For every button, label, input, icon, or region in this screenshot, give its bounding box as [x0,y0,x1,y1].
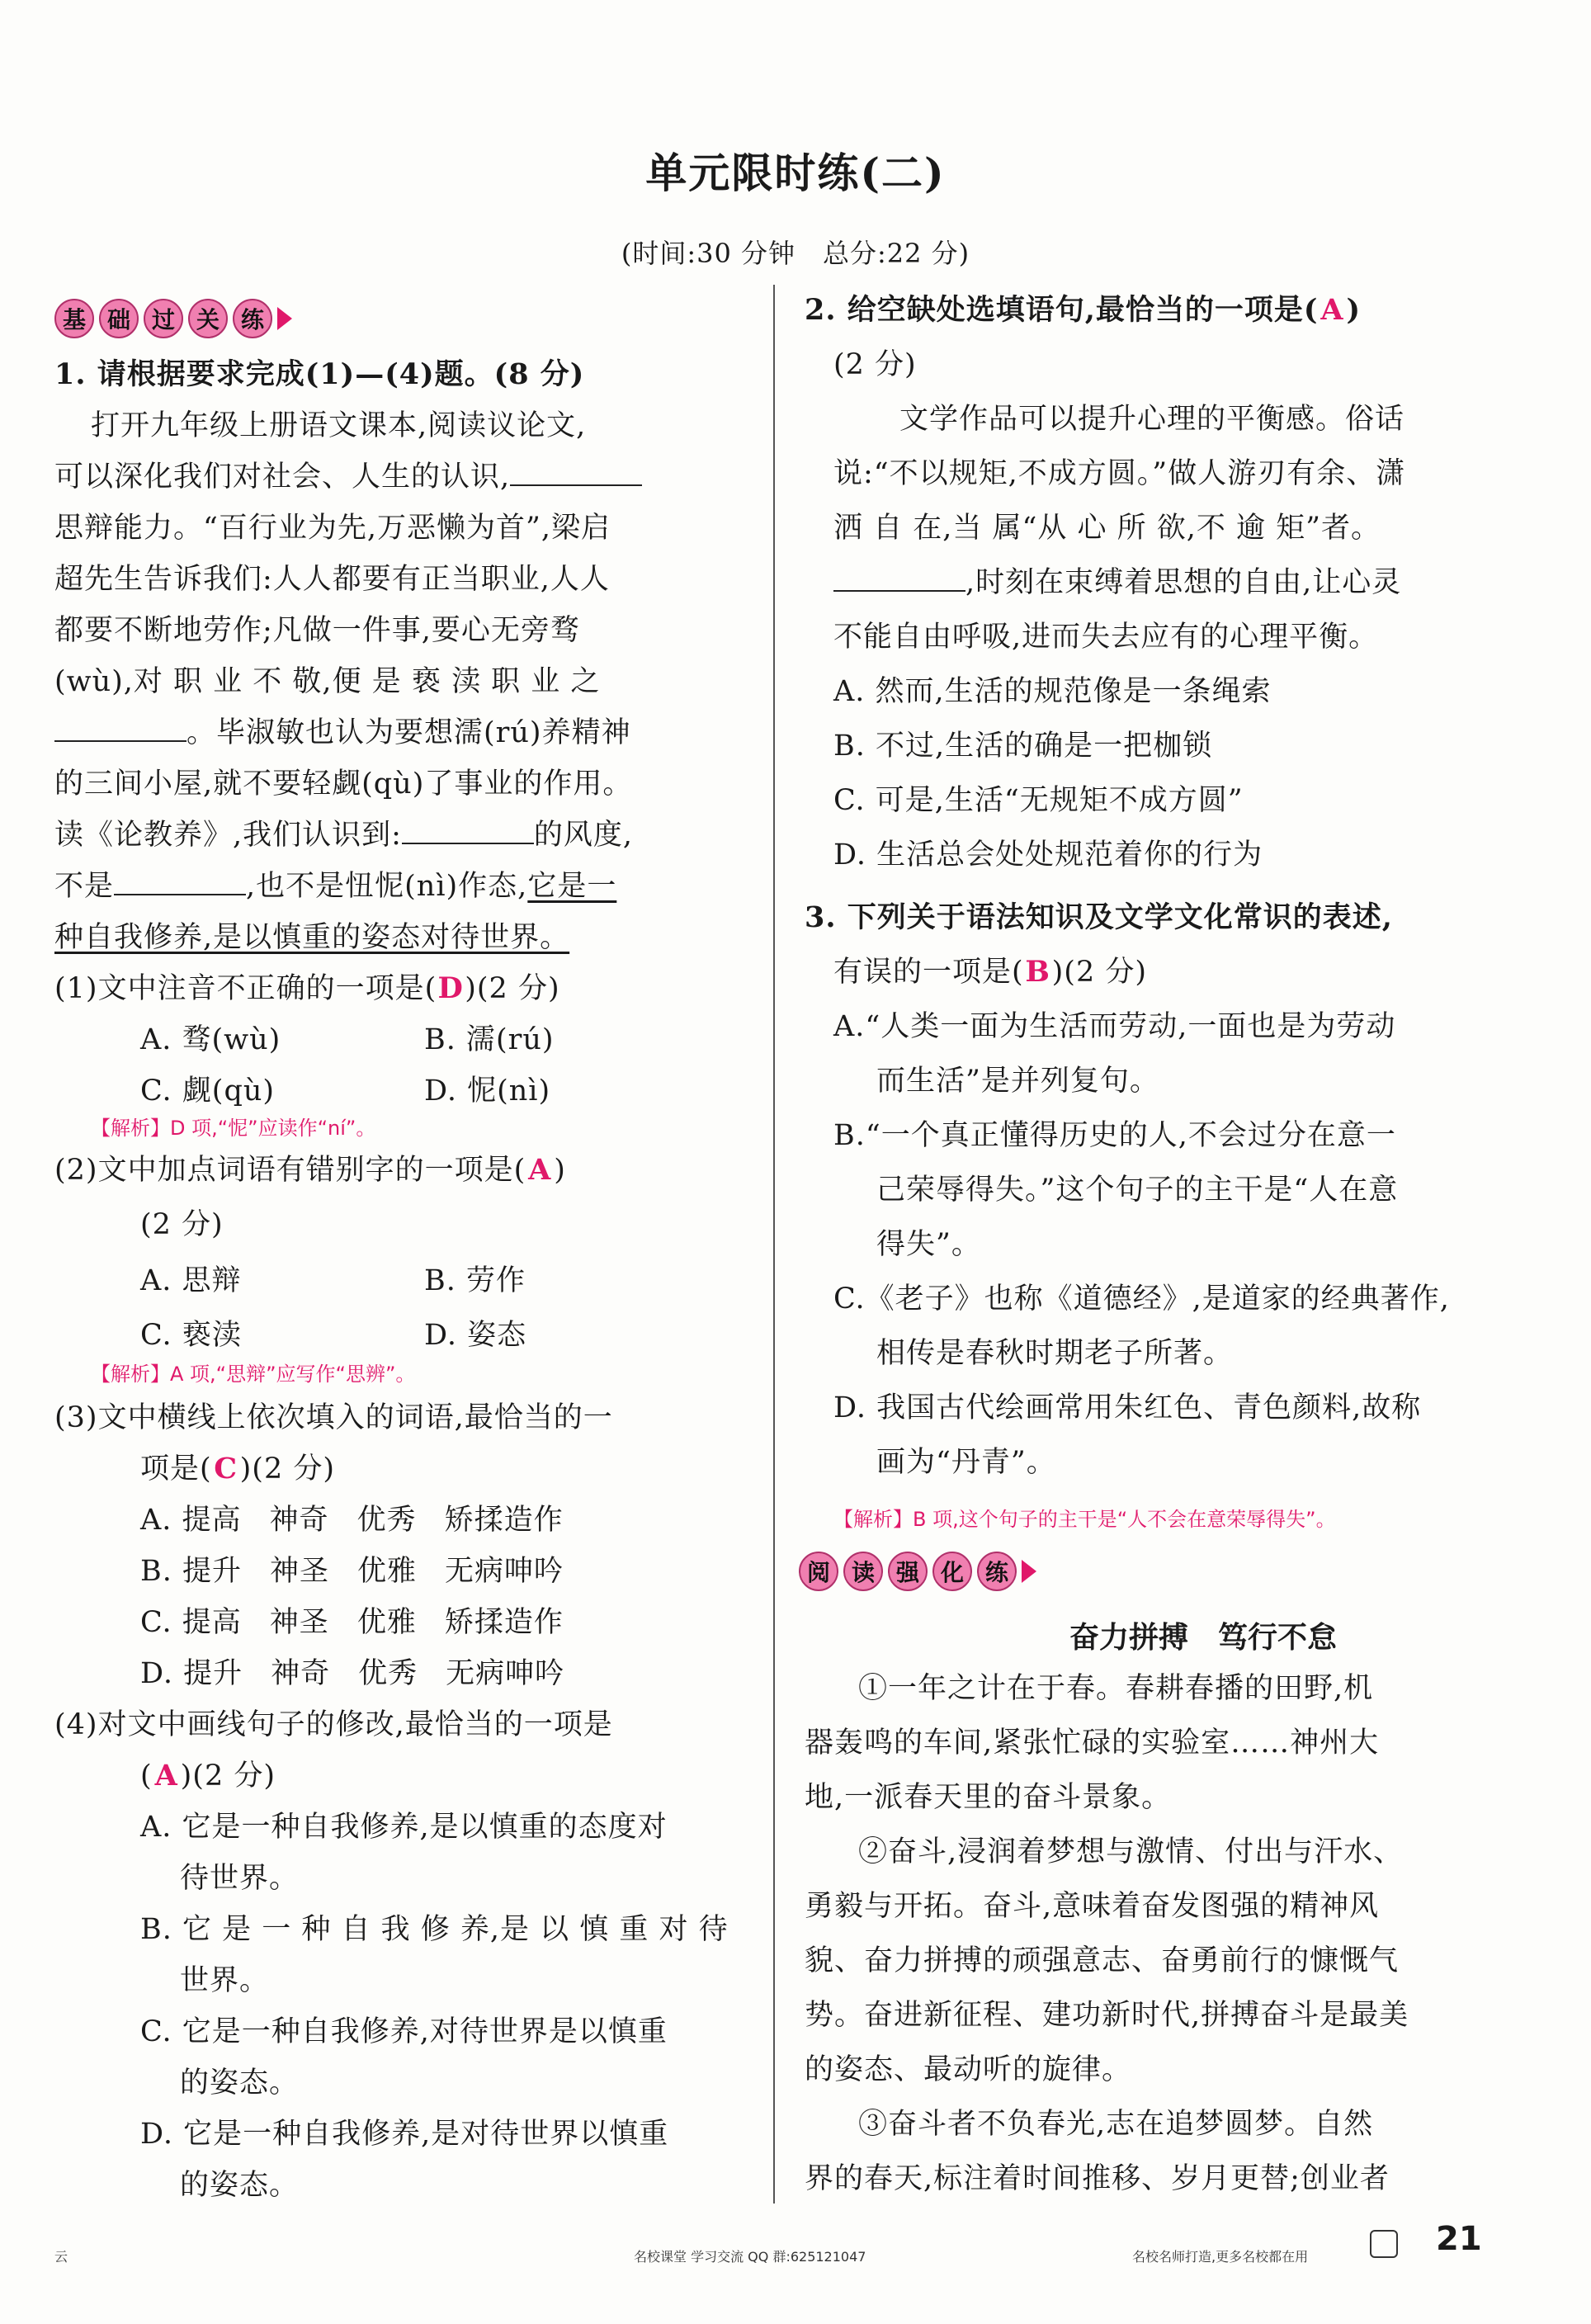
article-line: 界的春天,标注着时间推移、岁月更替;创业者 [805,2162,1390,2195]
q1-p4-answer-line: (A)(2 分) [140,1759,276,1793]
option: D. 它是一种自我修养,是对待世界以慎重 [140,2118,669,2151]
option: D. 提升 神奇 优秀 无病呻吟 [140,1657,565,1690]
badge-arrow-icon [1022,1560,1036,1583]
passage-line: 打开九年级上册语文课本,阅读议论文, [91,409,587,442]
passage-line: 不是 ,也不是忸怩(nì)作态,它是一 [54,870,617,903]
q2-stem: 2. 给空缺处选填语句,最恰当的一项是(A) [805,293,1362,327]
option-cont: 的姿态。 [180,2067,300,2100]
answer-mark: B [1025,955,1050,989]
answer-mark: A [154,1759,178,1793]
option: B. 它 是 一 种 自 我 修 养,是 以 慎 重 对 待 [140,1913,729,1946]
section-badge-reading: 阅 读 强 化 练 [799,1550,1036,1593]
passage-line: ,时刻在束缚着思想的自由,让心灵 [833,564,1401,601]
passage-line: 超先生告诉我们:人人都要有正当职业,人人 [54,563,610,596]
option-cont: 世界。 [180,1964,270,1997]
option-cont: 相传是春秋时期老子所著。 [876,1337,1234,1370]
option: A. 骛(wù) [140,1023,281,1056]
option-cont: 得失”。 [876,1228,981,1261]
option: C. 可是,生活“无规矩不成方圆” [833,784,1244,817]
answer-mark: A [1320,293,1344,327]
option-cont: 待世界。 [180,1862,300,1895]
option: D. 姿态 [424,1319,527,1352]
q1-p2-stem: (2)文中加点词语有错别字的一项是(A) [54,1153,566,1187]
fill-blank [402,820,534,844]
option: B.“一个真正懂得历史的人,不会过分在意一 [833,1119,1396,1152]
explanation: 【解析】A 项,“思辩”应写作“思辨”。 [91,1363,416,1386]
q3-stem: 3. 下列关于语法知识及文学文化常识的表述, [805,900,1393,934]
option: A. 然而,生活的规范像是一条绳索 [833,675,1272,708]
option: C. 觑(qù) [140,1075,276,1108]
option: A.“人类一面为生活而劳动,一面也是为劳动 [833,1010,1396,1043]
fill-blank [54,717,186,742]
article-line: 的姿态、最动听的旋律。 [805,2053,1132,2086]
passage-line: 可以深化我们对社会、人生的认识, [54,459,642,495]
option-cont: 己荣辱得失。”这个句子的主干是“人在意 [876,1174,1399,1207]
option-cont: 而生活”是并列复句。 [876,1065,1159,1098]
fill-blank [114,871,246,895]
fill-blank [833,567,965,592]
q1-p3-stem2: 项是(C)(2 分) [140,1452,336,1486]
score: (2 分) [140,1208,224,1241]
option: B. 劳作 [424,1264,526,1297]
q1-stem: 1. 请根据要求完成(1)—(4)题。(8 分) [54,357,585,391]
passage-line: 说:“不以规矩,不成方圆。”做人游刃有余、潇 [833,457,1406,490]
answer-mark: D [437,971,464,1005]
publisher-logo-icon [1370,2230,1398,2258]
article-title: 奋力拼搏 笃行不怠 [1069,1621,1337,1655]
section-badge-basic: 基 础 过 关 练 [54,297,292,340]
fill-blank [510,461,642,486]
q1-p4-stem: (4)对文中画线句子的修改,最恰当的一项是 [54,1708,613,1741]
option: D. 我国古代绘画常用朱红色、青色颜料,故称 [833,1391,1422,1424]
option: D. 怩(nì) [424,1075,551,1108]
passage-line: 洒 自 在,当 属“从 心 所 欲,不 逾 矩”者。 [833,512,1381,545]
passage-line: 文学作品可以提升心理的平衡感。俗话 [899,403,1405,436]
option: D. 生活总会处处规范着你的行为 [833,838,1263,872]
exam-meta: (时间:30 分钟 总分:22 分) [621,238,970,269]
q1-p3-stem: (3)文中横线上依次填入的词语,最恰当的一 [54,1401,613,1434]
option: C. 亵渎 [140,1319,242,1352]
badge-arrow-icon [277,307,292,330]
score: (2 分) [833,348,917,381]
footer-right: 名校名师打造,更多名校都在用 [1132,2249,1309,2265]
option: B. 提升 神圣 优雅 无病呻吟 [140,1555,564,1588]
option: B. 濡(rú) [424,1023,555,1056]
option: A. 提高 神奇 优秀 矫揉造作 [140,1504,564,1537]
passage-line: 。毕淑敏也认为要想濡(rú)养精神 [54,715,631,751]
article-line: ①一年之计在于春。春耕春播的田野,机 [858,1672,1374,1705]
option: A. 它是一种自我修养,是以慎重的态度对 [140,1811,668,1844]
option: C. 提高 神圣 优雅 矫揉造作 [140,1606,564,1639]
column-divider [773,285,775,2204]
passage-line: 读《论教养》,我们认识到: 的风度, [54,819,634,852]
article-line: 地,一派春天里的奋斗景象。 [805,1781,1172,1814]
article-line: 势。奋进新征程、建功新时代,拼搏奋斗是最美 [805,1999,1409,2032]
option: A. 思辩 [140,1264,242,1297]
passage-line: 的三间小屋,就不要轻觑(qù)了事业的作用。 [54,768,633,801]
article-line: 勇毅与开拓。奋斗,意味着奋发图强的精神风 [805,1890,1380,1923]
answer-mark: C [214,1452,238,1486]
article-line: ③奋斗者不负春光,志在追梦圆梦。自然 [858,2108,1374,2141]
passage-line: (wù),对 职 业 不 敬,便 是 亵 渎 职 业 之 [54,665,601,698]
q3-stem2: 有误的一项是(B)(2 分) [833,955,1148,989]
footer-left: 云 [54,2249,68,2265]
option: C. 它是一种自我修养,对待世界是以慎重 [140,2015,668,2048]
explanation: 【解析】D 项,“怩”应读作“ní”。 [91,1117,376,1140]
article-line: 器轰鸣的车间,紧张忙碌的实验室……神州大 [805,1726,1380,1760]
option-cont: 的姿态。 [180,2169,300,2202]
article-line: ②奋斗,浸润着梦想与激情、付出与汗水、 [858,1835,1404,1868]
footer-center: 名校课堂 学习交流 QQ 群:625121047 [634,2249,866,2265]
page-title: 单元限时练(二) [645,149,946,197]
page-number: 21 [1436,2220,1482,2258]
answer-mark: A [528,1153,552,1187]
passage-line: 思辩能力。“百行业为先,万恶懒为首”,梁启 [54,512,611,545]
passage-line: 都要不断地劳作;凡做一件事,要心无旁骛 [54,614,580,647]
passage-line: 不能自由呼吸,进而失去应有的心理平衡。 [833,621,1379,654]
q1-p1-stem: (1)文中注音不正确的一项是(D)(2 分) [54,971,560,1005]
option: C.《老子》也称《道德经》,是道家的经典著作, [833,1282,1450,1316]
explanation: 【解析】B 项,这个句子的主干是“人不会在意荣辱得失”。 [833,1508,1336,1531]
option: B. 不过,生活的确是一把枷锁 [833,730,1213,763]
option-cont: 画为“丹青”。 [876,1446,1056,1479]
article-line: 貌、奋力拼搏的顽强意志、奋勇前行的慷慨气 [805,1944,1400,1977]
passage-line: 种自我修养,是以慎重的姿态对待世界。 [54,921,570,954]
